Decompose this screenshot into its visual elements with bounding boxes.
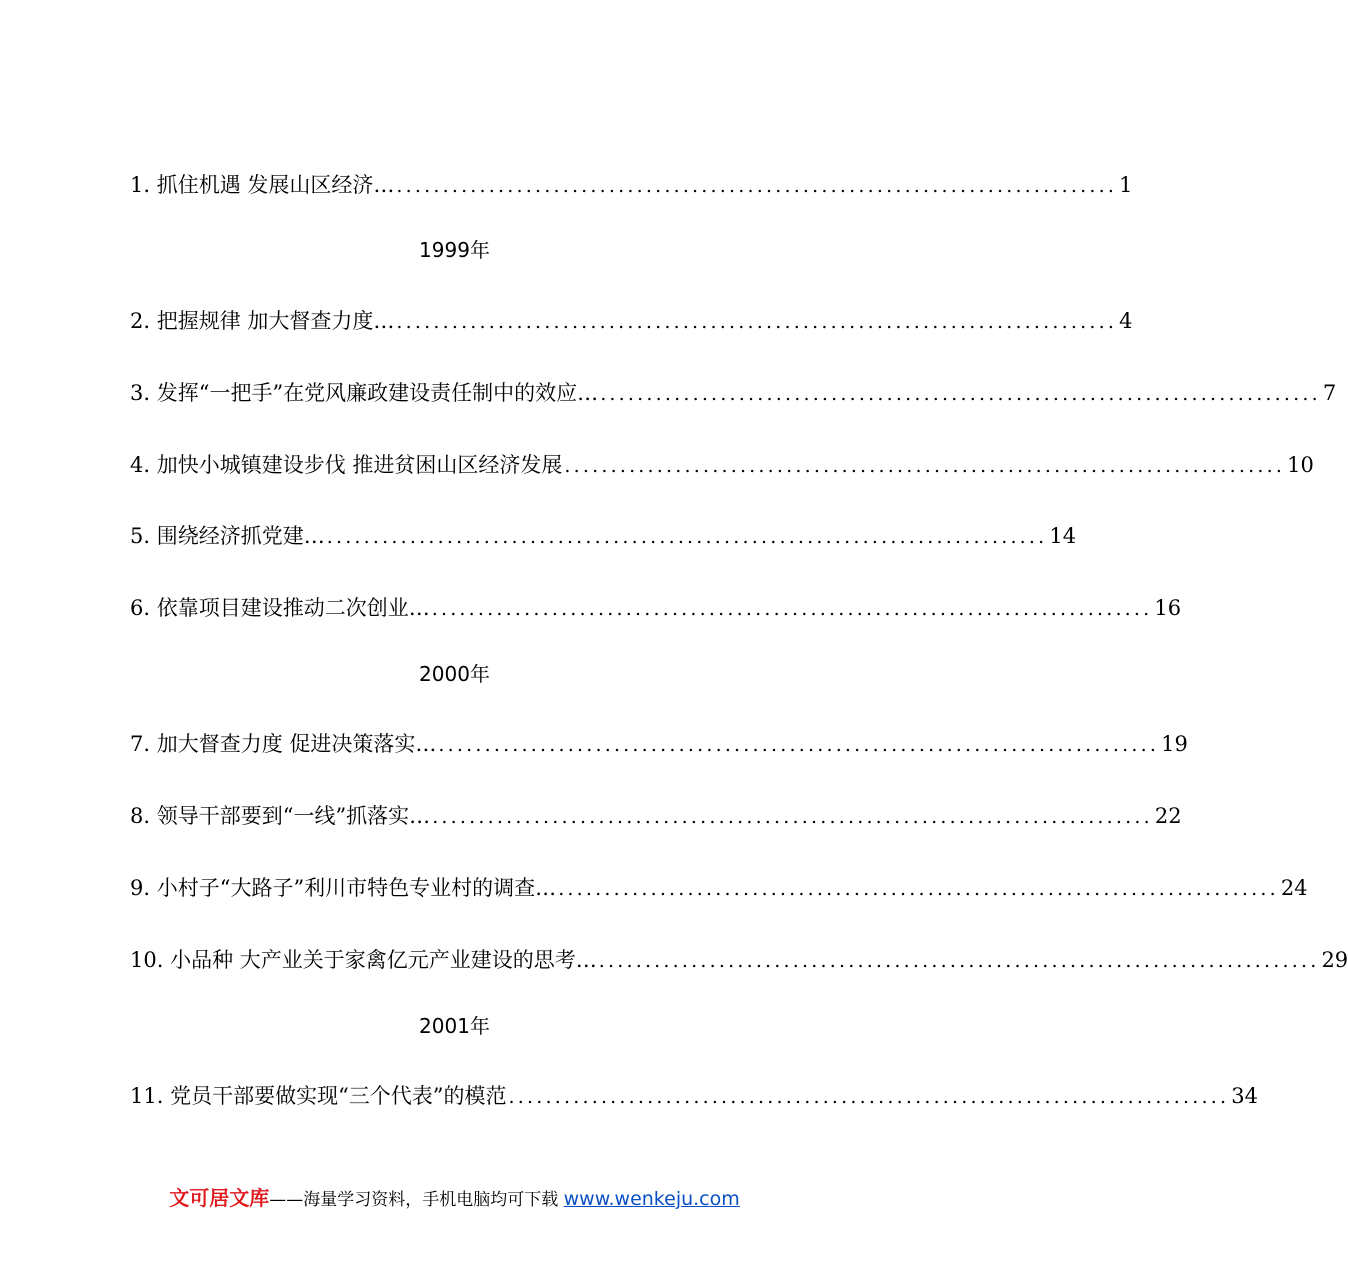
toc-entry-title: 11. 党员干部要做实现“三个代表”的模范	[130, 1084, 507, 1108]
toc-entry-title: 9. 小村子“大路子”利川市特色专业村的调查…	[130, 876, 557, 900]
footer-tagline: ——海量学习资料，手机电脑均可下载	[269, 1190, 559, 1210]
toc-leader-dots: ..............................................................................	[396, 311, 1118, 333]
toc-entry-9[interactable]	[130, 873, 1308, 903]
toc-page-number: 10	[1287, 453, 1314, 477]
toc-page-number: 19	[1161, 732, 1188, 756]
toc-entry-11[interactable]	[130, 1081, 1258, 1111]
toc-page-number: 29	[1321, 948, 1348, 972]
toc-entry-title: 2. 把握规律 加大督查力度…	[130, 309, 395, 333]
toc-entry-7[interactable]	[130, 729, 1188, 759]
footer-banner	[0, 1182, 909, 1211]
year-heading-1999: 1999年	[419, 238, 490, 262]
toc-leader-dots: ..............................................................................	[558, 878, 1279, 900]
toc-page-number: 22	[1154, 804, 1182, 828]
toc-leader-dots: ..............................................................................	[598, 950, 1320, 972]
toc-page-number: 34	[1231, 1084, 1258, 1108]
toc-leader-dots: ..............................................................................	[564, 455, 1286, 477]
toc-leader-dots: ..............................................................................	[600, 383, 1321, 405]
toc-entry-10[interactable]	[130, 945, 1348, 975]
year-heading-2000: 2000年	[419, 662, 490, 686]
toc-leader-dots: ..............................................................................	[432, 806, 1153, 828]
toc-page-number: 1	[1119, 173, 1133, 197]
toc-entry-title: 7. 加大督查力度 促进决策落实…	[130, 732, 437, 756]
toc-page-number: 24	[1280, 876, 1308, 900]
toc-entry-4[interactable]	[130, 450, 1314, 480]
toc-entry-8[interactable]	[130, 801, 1182, 831]
toc-entry-title: 8. 领导干部要到“一线”抓落实…	[130, 804, 431, 828]
year-heading-2001: 2001年	[419, 1014, 490, 1038]
toc-entry-2[interactable]	[130, 306, 1133, 336]
toc-leader-dots: ..............................................................................	[438, 734, 1160, 756]
toc-entry-6[interactable]	[130, 593, 1182, 623]
toc-entry-1[interactable]	[130, 170, 1133, 200]
toc-page-number: 7	[1322, 381, 1337, 405]
toc-leader-dots: ..............................................................................	[508, 1086, 1230, 1108]
toc-page-number: 14	[1049, 524, 1077, 548]
toc-entry-title: 6. 依靠项目建设推动二次创业…	[130, 596, 430, 620]
toc-entry-5[interactable]	[130, 521, 1077, 551]
toc-entry-3[interactable]	[130, 378, 1337, 408]
website-link[interactable]: www.wenkeju.com	[563, 1188, 740, 1210]
toc-leader-dots: ..............................................................................	[431, 598, 1153, 620]
toc-page-number: 16	[1154, 596, 1182, 620]
toc-entry-title: 10. 小品种 大产业关于家禽亿元产业建设的思考…	[130, 948, 597, 972]
toc-entry-title: 3. 发挥“一把手”在党风廉政建设责任制中的效应…	[130, 381, 599, 405]
toc-leader-dots: ..............................................................................	[326, 526, 1048, 548]
toc-entry-title: 5. 围绕经济抓党建…	[130, 524, 325, 548]
toc-entry-title: 4. 加快小城镇建设步伐 推进贫困山区经济发展	[130, 453, 563, 477]
toc-leader-dots: ..............................................................................	[396, 175, 1118, 197]
toc-entry-title: 1. 抓住机遇 发展山区经济…	[130, 173, 395, 197]
toc-page-number: 4	[1119, 309, 1133, 333]
brand-name: 文可居文库	[169, 1186, 270, 1210]
